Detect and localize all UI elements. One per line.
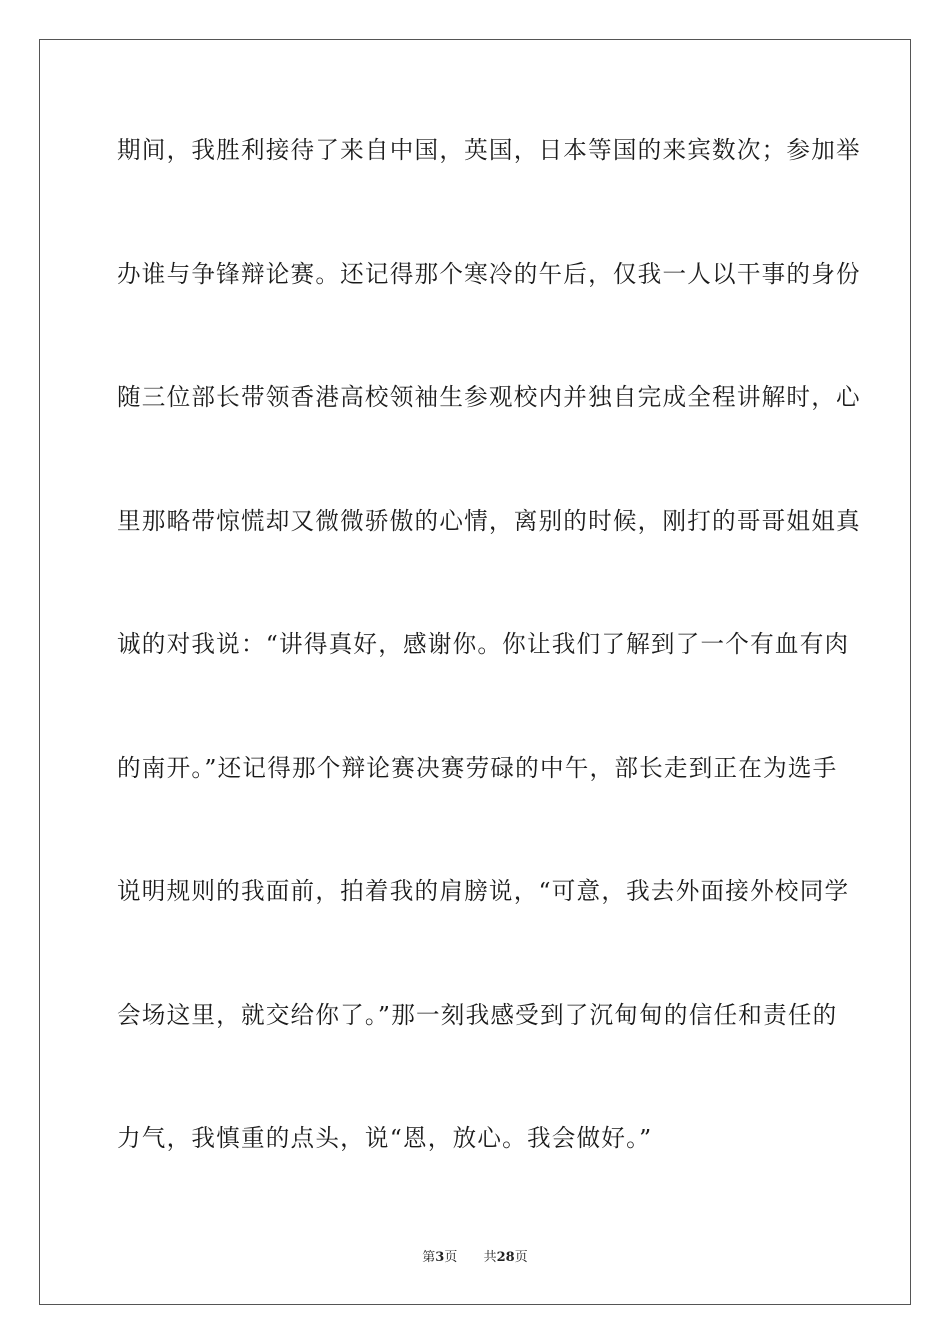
- total-suffix: 页: [514, 1250, 528, 1265]
- paragraph-line-3: 随三位部长带领香港高校领袖生参观校内并独自完成全程讲解时，心: [117, 383, 861, 411]
- paragraph-line-5: 诚的对我说：“讲得真好，感谢你。你让我们了解到了一个有血有肉: [117, 630, 850, 658]
- total-prefix: 共: [483, 1250, 497, 1265]
- page-number: 3: [435, 1250, 445, 1265]
- paragraph-line-4: 里那略带惊慌却又微微骄傲的心情，离别的时候，刚打的哥哥姐姐真: [117, 506, 861, 535]
- paragraph-line-8: 会场这里，就交给你了。”那一刻我感受到了沉甸甸的信任和责任的: [117, 1000, 838, 1029]
- paragraph-line-7: 说明规则的我面前，拍着我的肩膀说，“可意，我去外面接外校同学: [117, 877, 850, 905]
- paragraph-line-9: 力气，我慎重的点头，说“恩，放心。我会做好。”: [117, 1124, 653, 1152]
- paragraph-line-6: 的南开。”还记得那个辩论赛决赛劳碌的中午，部长走到正在为选手: [117, 753, 838, 782]
- page-suffix: 页: [444, 1250, 458, 1265]
- page-footer: [0, 1246, 950, 1265]
- paragraph-line-2: 办谁与争锋辩论赛。还记得那个寒冷的午后，仅我一人以干事的身份: [117, 259, 861, 288]
- paragraph-line-1: 期间，我胜利接待了来自中国，英国，日本等国的来宾数次；参加举: [117, 136, 861, 164]
- total-pages: 28: [496, 1250, 515, 1265]
- page-prefix: 第: [422, 1250, 436, 1265]
- document-body: [117, 118, 861, 1230]
